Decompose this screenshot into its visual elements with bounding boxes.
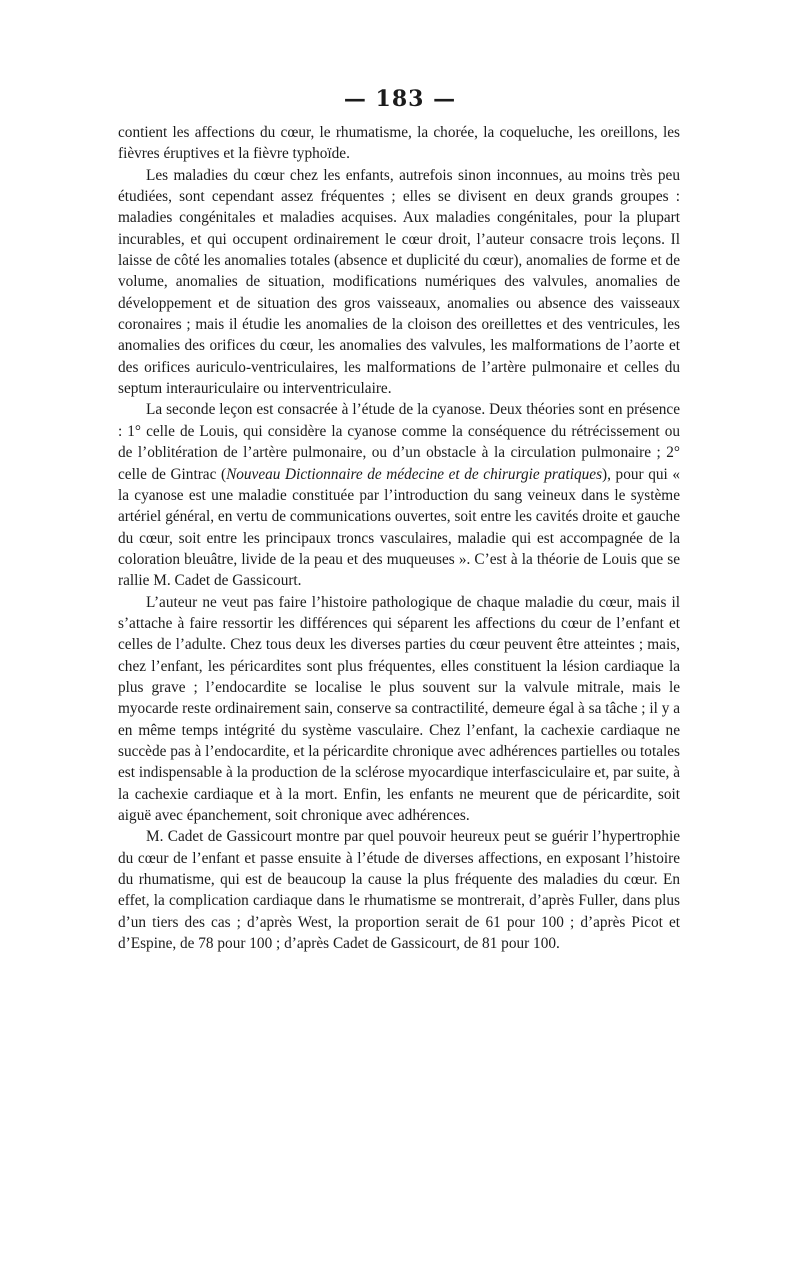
italic-title: Nouveau Dictionnaire de médecine et de chirurgie pratiques xyxy=(226,465,603,483)
paragraph xyxy=(118,592,680,827)
paragraph xyxy=(118,165,680,400)
paragraph-text: L’auteur ne veut pas faire l’histoire pathologique de chaque maladie du cœur, mais il s’attache à faire ressortir les différences qui séparent les affections du cœur de l’enfant et celles de l’adulte. Chez tous deux les diverses parties du cœur peuvent être atteintes ; mais, chez l’enfant, les péricardites sont plus fréquentes, elles constituent la lésion cardiaque la plus grave ; l’endocardite se localise le plus souvent sur la valvule mitrale, mais le myocarde reste ordinairement sain, conserve sa contractilité, demeure égal à sa tâche ; il y a en même temps intégrité du système vasculaire. Chez l’enfant, la cachexie cardiaque ne succède pas à l’endocardite, et la péricardite chronique avec adhérences partielles ou totales est indispensable à la production de la sclérose myocardique interfasciculaire et, par suite, à la cachexie cardiaque et à la mort. Enfin, les enfants ne meurent que de péricardite, soit aiguë avec épanchement, soit chronique avec adhérences. xyxy=(118,593,680,824)
page-number: — 183 — xyxy=(343,86,457,112)
paragraph-text: contient les affections du cœur, le rhumatisme, la chorée, la coqueluche, les oreillons, les fièvres éruptives et la fièvre typhoïde. xyxy=(118,124,680,163)
paragraph-text: Les maladies du cœur chez les enfants, autrefois sinon inconnues, au moins très peu étudiées, sont cependant assez fréquentes ; elles se divisent en deux grands groupes : maladies congénitales et maladies acquises. Aux maladies congénitales, pour la plupart incurables, et qui occupent ordinairement le cœur droit, l’auteur consacre trois leçons. Il laisse de côté les anomalies totales (absence et duplicité du cœur), anomalies de forme et de volume, anomalies de situation, modifications numériques des valvules, anomalies de développement et de situation des gros vaisseaux, anomalies ou absence des vaisseaux coronaires ; mais il étudie les anomalies de la cloison des oreillettes et des ventricules, les anomalies des orifices du cœur, les anomalies des valvules, les malformations de l’aorte et des orifices auriculo-ventriculaires, les malformations de l’artère pulmonaire et celles du septum interauriculaire ou interventriculaire. xyxy=(118,166,680,398)
paragraph-text: M. Cadet de Gassicourt montre par quel pouvoir heureux peut se guérir l’hypertrophie du cœur de l’enfant et passe ensuite à l’étude de diverses affections, en exposant l’histoire du rhumatisme, qui est de beaucoup la cause la plus fréquente des maladies du cœur. En effet, la complication cardiaque dans le rhumatisme se montrerait, d’après Fuller, dans plus d’un tiers des cas ; d’après West, la proportion serait de 61 pour 100 ; d’après Picot et d’Espine, de 78 pour 100 ; d’après Cadet de Gassicourt, de 81 pour 100. xyxy=(118,828,680,953)
paragraph xyxy=(118,122,680,165)
paragraph-text: La seconde leçon est consacrée à l’étude de la cyanose. Deux théories sont en présence : 1° celle de Louis, qui considère la cyanose comme la conséquence du rétrécissement ou de l’oblitération de l’artère pulmonaire, ou d’un obstacle à la circulation pulmonaire ; 2° celle de Gintrac ( xyxy=(118,401,680,483)
paragraph xyxy=(118,399,680,591)
paragraph xyxy=(118,826,680,954)
paragraph-text: ), pour qui « la cyanose est une maladie constituée par l’introduction du sang veineux dans le système artériel général, en vertu de communications ouvertes, soit entre les cavités droite et gauche du cœur, soit entre les principaux troncs vasculaires, maladie qui est accompagnée de la coloration bleuâtre, livide de la peau et des muqueuses ». C’est à la théorie de Louis que se rallie M. Cadet de Gassicourt. xyxy=(118,465,680,590)
body-text xyxy=(118,122,680,954)
